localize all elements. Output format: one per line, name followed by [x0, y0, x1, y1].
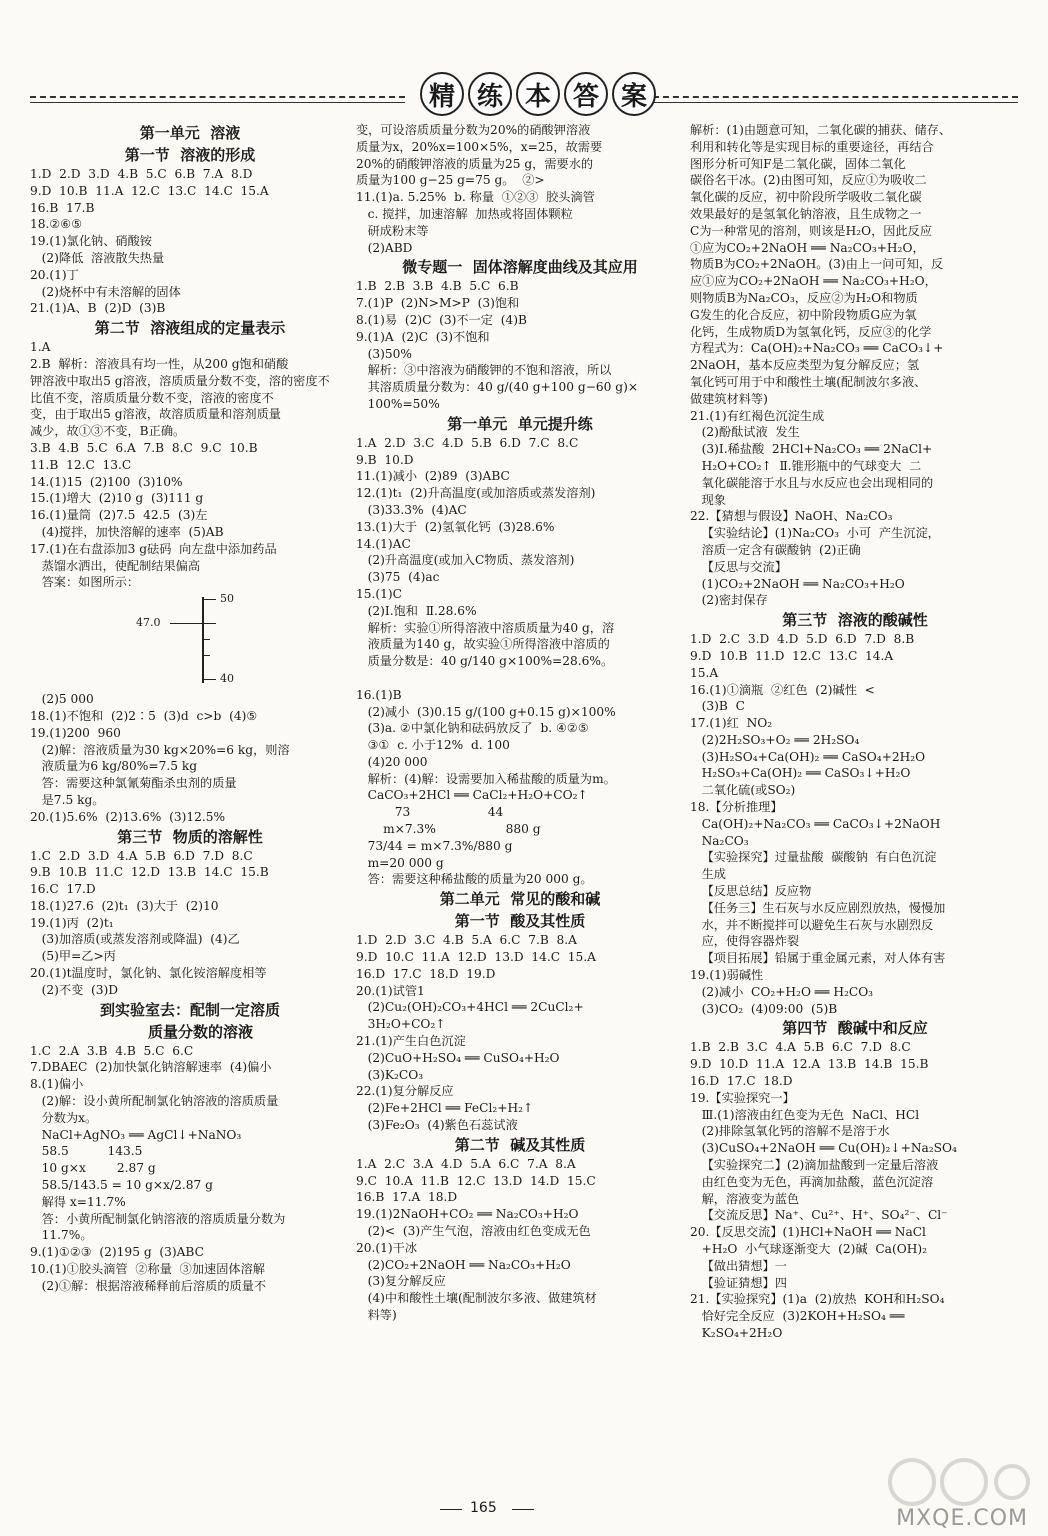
answer-line: m=20 000 g	[356, 855, 444, 870]
answer-line: C为一种常见的溶剂，则该是H₂O，因此反应	[690, 223, 933, 238]
answer-line: 氧化碳的反应，初中阶段所学吸收二氧化碳	[690, 190, 922, 205]
header-rule-left	[30, 96, 405, 98]
answer-line: 20.(1)丁	[30, 267, 79, 282]
answer-line: 变，由于取出5 g溶液，故溶质质量和溶剂质量	[30, 407, 281, 422]
scale-label-mark: 47.0	[136, 616, 161, 630]
answer-line: G发生的化合反应，初中阶段物质G应为氧	[690, 307, 917, 322]
answer-line: 16.C 17.D	[30, 882, 96, 897]
header-title-char: 案	[612, 72, 656, 116]
answer-line: 氧化碳能溶于水且与水反应也会出现相同的	[690, 475, 934, 490]
answer-line: 溶质一定含有碳酸钠 (2)正确	[690, 542, 861, 557]
answer-line: 18.(1)不饱和 (2)2∶5 (3)d c>b (4)⑤	[30, 708, 258, 723]
answer-line: (2)减小 (3)0.15 g/(100 g+0.15 g)×100%	[356, 704, 616, 719]
answer-line: (3)75 (4)ac	[356, 570, 440, 585]
answer-line: (2)升高温度(或加入C物质、蒸发溶剂)	[356, 553, 575, 568]
answer-line: (4)中和酸性土壤(配制波尔多液、做建筑材	[356, 1291, 597, 1306]
answer-line: 其溶质质量分数为：40 g/(40 g+100 g−60 g)×	[356, 380, 639, 395]
scale-tick	[202, 655, 210, 656]
answer-line: 19.(1)2NaOH+CO₂ ══ Na₂CO₃+H₂O	[356, 1207, 579, 1222]
answer-line: 方程式为：Ca(OH)₂+Na₂CO₃ ══ CaCO₃↓+	[690, 341, 944, 356]
answer-line: 21.【实验探究】(1)a (2)放热 KOH和H₂SO₄	[690, 1292, 945, 1307]
answer-line: 14.(1)AC	[356, 536, 411, 551]
section-heading: 第三节 物质的溶解性	[117, 827, 263, 846]
answer-line: 7.(1)P (2)N>M>P (3)饱和	[356, 296, 520, 311]
answer-line: 蒸馏水洒出，使配制结果偏高	[30, 558, 201, 573]
answer-line: 18.②⑥⑤	[30, 217, 83, 232]
answer-line: 22.【猜想与假设】NaOH、Na₂CO₃	[690, 509, 893, 524]
answer-line: 1.A 2.C 3.A 4.D 5.A 6.C 7.A 8.A	[356, 1156, 576, 1171]
answer-line: 73 44	[356, 805, 504, 820]
section-heading: 第四节 酸碱中和反应	[782, 1019, 928, 1038]
answer-line: 质量分数是：40 g/140 g×100%=28.6%。	[356, 654, 614, 669]
answer-line: 做建筑材料等)	[690, 391, 768, 406]
answer-line: 生成	[690, 867, 726, 882]
answer-line: 质量为100 g−25 g=75 g。 ②>	[356, 173, 545, 188]
answer-line: 11.B 12.C 13.C	[30, 457, 132, 472]
answer-line: 16.(1)①滴瓶 ②红色 (2)碱性 <	[690, 682, 875, 697]
answer-line: 解析：(1)由题意可知，二氧化碳的捕获、储存、	[690, 123, 952, 137]
answer-line: 解析：(4)解：设需要加入稀盐酸的质量为m。	[356, 771, 616, 786]
answer-line: (2)解：设小黄所配制氯化钠溶液的溶质质量	[30, 1094, 279, 1109]
answer-line: 73/44 = m×7.3%/880 g	[356, 838, 513, 853]
answer-line: 9.(1)①②③ (2)195 g (3)ABC	[30, 1245, 204, 1260]
scale-tick	[202, 679, 216, 680]
answer-line: (2)< (3)产生气泡，溶液由红色变成无色	[356, 1224, 591, 1239]
section-heading: 第一节 溶液的形成	[124, 146, 256, 164]
section-heading: 质量分数的溶液	[127, 1022, 253, 1041]
answer-line: (3)CuSO₄+2NaOH ══ Cu(OH)₂↓+Na₂SO₄	[690, 1141, 957, 1156]
section-heading: 到实验室去：配制一定溶质	[99, 1000, 280, 1019]
answer-line: Ⅲ.(1)溶液由红色变为无色 NaCl、HCl	[690, 1107, 920, 1122]
header-title	[420, 72, 656, 116]
answer-line: 15.(1)C	[356, 586, 402, 601]
answer-line: 16.D 17.C 18.D 19.D	[356, 966, 496, 981]
answer-line: (3)a. ②中氯化钠和砝码放反了 b. ④②⑤	[356, 721, 589, 736]
answer-line: (2)解：溶液质量为30 kg×20%=6 kg，则溶	[30, 742, 290, 757]
answer-line: 9.D 10.C 11.A 12.D 13.D 14.C 15.A	[356, 950, 596, 965]
answer-line: 应①应为CO₂+2NaOH ══ Na₂CO₃+H₂O，	[690, 274, 937, 289]
graduated-cylinder-figure	[30, 593, 350, 689]
section-heading: 第一节 酸及其性质	[454, 912, 586, 931]
cylinder-scale-line	[202, 597, 204, 683]
answer-line: (1)CO₂+2NaOH ══ Na₂CO₃+H₂O	[690, 576, 905, 591]
answer-line: (2)CO₂+2NaOH ══ Na₂CO₃+H₂O	[356, 1257, 571, 1272]
answer-line: (5)甲=乙>丙	[30, 949, 116, 964]
answer-line: 20%的硝酸钾溶液的质量为25 g，需要水的	[356, 156, 594, 171]
answer-line: 22.(1)复分解反应	[356, 1084, 454, 1099]
answer-line: 8.(1)偏小	[30, 1077, 84, 1092]
answer-line: K₂SO₄+2H₂O	[690, 1325, 783, 1340]
answer-line: 质量为x，20%x=100×5%，x=25，故需要	[356, 139, 603, 154]
answer-line: 12.(1)t₁ (2)升高温度(或加溶质或蒸发溶剂)	[356, 486, 596, 501]
answer-line: 解，溶液变为蓝色	[690, 1191, 800, 1206]
answer-line: (2)不变 (3)D	[30, 982, 119, 997]
answer-line: +H₂O 小气球逐渐变大 (2)碱 Ca(OH)₂	[690, 1242, 927, 1256]
answer-line: (2)降低 溶液散失热量	[30, 250, 165, 265]
answer-line: 则物质B为Na₂CO₃，反应②为H₂O和物质	[690, 290, 918, 305]
answer-line: (3)CO₂ (4)09:00 (5)B	[690, 1001, 838, 1016]
header-title-char: 练	[468, 72, 512, 116]
answer-line: (2)烧杯中有未溶解的固体	[30, 284, 181, 299]
answer-line: 碳俗名干冰。(2)由图可知，反应①为吸收二	[690, 173, 927, 188]
answer-column-left	[30, 122, 350, 1295]
answer-line: 【交流反思】Na⁺、Cu²⁺、H⁺、SO₄²⁻、Cl⁻	[690, 1208, 948, 1223]
section-heading: 第二单元 常见的酸和碱	[439, 890, 601, 909]
answer-line: 1.C 2.A 3.B 4.B 5.C 6.C	[30, 1043, 194, 1058]
answer-line: 9.B 10.B 11.C 12.D 13.B 14.C 15.B	[30, 865, 269, 880]
answer-line: 16.(1)B	[356, 687, 402, 702]
answer-line: 1.D 2.C 3.D 4.D 5.D 6.D 7.D 8.B	[690, 632, 915, 647]
answer-line: 氧化钙可用于中和酸性土壤(配制波尔多液、	[690, 374, 927, 389]
scale-label-bottom: 40	[220, 672, 234, 686]
answer-line: (2)①解：根据溶液稀释前后溶质的质量不	[30, 1278, 267, 1293]
header-rule-right	[643, 96, 1018, 98]
answer-line: 19.(1)弱碱性	[690, 968, 764, 983]
answer-line: (2)酚酞试液 发生	[690, 425, 800, 440]
answer-line: 【反思与交流】	[690, 559, 787, 574]
answer-line: 3H₂O+CO₂↑	[356, 1017, 446, 1032]
answer-line: 液质量为6 kg/80%=7.5 kg	[30, 759, 198, 774]
answer-line: 16.B 17.A 18.D	[356, 1190, 458, 1205]
answer-column-right	[690, 122, 1020, 1342]
scale-tick	[202, 639, 210, 640]
answer-line: 3.B 4.B 5.C 6.A 7.B 8.C 9.C 10.B	[30, 440, 258, 455]
answer-line: 料等)	[356, 1308, 397, 1322]
answer-line: (2)5 000	[30, 692, 94, 707]
answer-line: 20.(1)试管1	[356, 983, 425, 998]
answer-line: 20.【反思交流】(1)HCl+NaOH ══ NaCl	[690, 1225, 926, 1240]
answer-line: 答：小黄所配制氯化钠溶液的溶质质量分数为	[30, 1211, 286, 1226]
scale-label-top: 50	[220, 592, 234, 606]
header-title-char: 本	[516, 72, 560, 116]
answer-line: 分数为x。	[30, 1110, 98, 1125]
answer-line: ①应为CO₂+2NaOH ══ Na₂CO₃+H₂O，	[690, 240, 925, 255]
header-rule-left-thin	[30, 102, 405, 103]
answer-line: 效果最好的是氢氧化钠溶液，且生成物之一	[690, 206, 922, 221]
answer-line: 9.D 10.D 11.A 12.A 13.B 14.B 15.B	[690, 1057, 929, 1072]
section-heading: 第一单元 溶液	[139, 124, 241, 142]
answer-line: 7.DBAEC (2)加快氯化钠溶解速率 (4)偏小	[30, 1060, 272, 1075]
answer-line: c. 搅拌，加速溶解 加热或将固体颗粒	[356, 206, 573, 221]
watermark-text: MXQE.COM	[896, 1506, 1028, 1531]
answer-line: 20.(1)5.6% (2)13.6% (3)12.5%	[30, 809, 226, 824]
answer-line: 由红色变为无色，再滴加盐酸，蓝色沉淀溶	[690, 1174, 934, 1189]
answer-line: CaCO₃+2HCl ══ CaCl₂+H₂O+CO₂↑	[356, 788, 588, 803]
answer-line: 19.(1)丙 (2)t₁	[30, 915, 114, 930]
answer-line: 9.B 10.D	[356, 452, 414, 467]
answer-line: 现象	[690, 492, 726, 507]
answer-line: m×7.3% 880 g	[356, 822, 541, 837]
answer-line: 13.(1)大于 (2)氢氧化钙 (3)28.6%	[356, 519, 555, 534]
answer-line: 二氧化硫(或SO₂)	[690, 783, 796, 798]
answer-line: 19.【实验探究一】	[690, 1090, 795, 1105]
answer-line: (2)Ⅰ.饱和 Ⅱ.28.6%	[356, 603, 477, 618]
answer-line: 比值不变，溶质质量分数不变，溶液的密度不	[30, 390, 274, 405]
answer-line: (3)50%	[356, 346, 412, 361]
answer-line: (3)加溶质(或蒸发溶剂或降温) (4)乙	[30, 932, 240, 947]
answer-line: 恰好完全反应 (3)2KOH+H₂SO₄ ══	[690, 1309, 905, 1324]
answer-line: 减少，故①③不变，B正确。	[30, 424, 186, 439]
liquid-level-line	[170, 623, 216, 624]
header-title-char: 精	[420, 72, 464, 116]
section-heading: 第三节 溶液的酸碱性	[782, 611, 928, 630]
answer-line: (3)Ⅰ.稀盐酸 2HCl+Na₂CO₃ ══ 2NaCl+	[690, 442, 933, 457]
answer-line: 9.D 10.B 11.A 12.C 13.C 14.C 15.A	[30, 183, 269, 198]
answer-line: (3)H₂SO₄+Ca(OH)₂ ══ CaSO₄+2H₂O	[690, 749, 926, 764]
answer-line: 【做出猜想】一	[690, 1258, 787, 1273]
answer-line: 1.A	[30, 340, 51, 355]
answer-line: 11.7%。	[30, 1228, 93, 1243]
answer-line: 9.(1)A (2)C (3)不饱和	[356, 329, 490, 344]
answer-line: 18.【分析推理】	[690, 800, 783, 815]
answer-line: (2)Fe+2HCl ══ FeCl₂+H₂↑	[356, 1101, 534, 1116]
answer-line: (3)复分解反应	[356, 1274, 446, 1289]
answer-line: 19.(1)氯化钠、硝酸铵	[30, 234, 152, 249]
section-heading: 第二节 碱及其性质	[454, 1135, 586, 1154]
answer-line: (4)20 000	[356, 754, 428, 769]
answer-line: 解析：③中溶液为硝酸钾的不饱和溶液，所以	[356, 363, 612, 378]
answer-line: 【任务三】生石灰与水反应剧烈放热，慢慢加	[690, 900, 946, 915]
footer-dash-left	[440, 1509, 462, 1510]
answer-line: ③① c. 小于12% d. 100	[356, 738, 510, 753]
answer-line: 8.(1)易 (2)C (3)不一定 (4)B	[356, 312, 527, 327]
answer-line: (3)33.3% (4)AC	[356, 502, 467, 517]
answer-line: 2.B 解析：溶液具有均一性，从200 g饱和硝酸	[30, 356, 289, 371]
answer-line: 【项目拓展】铅属于重金属元素，对人体有害	[690, 951, 946, 966]
answer-line: (2)排除氢氧化钙的溶解不是溶于水	[690, 1124, 890, 1139]
answer-line: 10.(1)①胶头滴管 ②称量 ③加速固体溶解	[30, 1262, 265, 1277]
answer-line: 1.D 2.D 3.D 4.B 5.C 6.B 7.A 8.D	[30, 167, 253, 181]
answer-line: 58.5 143.5	[30, 1144, 143, 1159]
answer-line: 2NaOH，基本反应类型为复分解反应；氢	[690, 358, 920, 373]
footer-dash-right	[512, 1509, 534, 1510]
answer-line: 解得 x=11.7%	[30, 1194, 126, 1209]
answer-line: 21.(1)产生白色沉淀	[356, 1034, 466, 1049]
section-heading: 微专题一 固体溶解度曲线及其应用	[402, 258, 638, 277]
answer-line	[356, 670, 684, 687]
answer-line: 答：需要这种氯氰菊酯杀虫剂的质量	[30, 776, 237, 791]
answer-line: (2)Cu₂(OH)₂CO₃+4HCl ══ 2CuCl₂+	[356, 1000, 584, 1015]
answer-line: Na₂CO₃	[690, 833, 749, 848]
answer-line: (2)2H₂SO₃+O₂ ══ 2H₂SO₄	[690, 732, 860, 747]
answer-line: 14.(1)15 (2)100 (3)10%	[30, 474, 183, 489]
answer-line: 1.A 2.D 3.C 4.D 5.B 6.D 7.C 8.C	[356, 435, 579, 450]
answer-line: 20.(1)干冰	[356, 1240, 418, 1255]
answer-line: 液质量为140 g，故实验①所得溶液中溶质的	[356, 637, 610, 652]
answer-line: Ca(OH)₂+Na₂CO₃ ══ CaCO₃↓+2NaOH	[690, 816, 941, 831]
answer-line: 19.(1)200 960	[30, 725, 121, 740]
answer-line: 17.(1)在右盘添加3 g砝码 向左盘中添加药品	[30, 541, 277, 556]
answer-line: 【实验探究二】(2)滴加盐酸到一定量后溶液	[690, 1158, 939, 1173]
answer-line: 利用和转化等是实现目标的重要途径，再结合	[690, 139, 934, 154]
answer-column-middle	[356, 122, 684, 1324]
answer-line: 物质B为CO₂+2NaOH。(3)由上一问可知，反	[690, 257, 944, 272]
answer-line: 21.(1)有红褐色沉淀生成	[690, 408, 825, 423]
answer-line: 10 g×x 2.87 g	[30, 1161, 156, 1176]
answer-line: 15.(1)增大 (2)10 g (3)111 g	[30, 491, 204, 506]
answer-line: 15.A	[690, 665, 719, 680]
answer-line: 9.D 10.B 11.D 12.C 13.C 14.A	[690, 648, 894, 663]
answer-line: 1.D 2.D 3.C 4.B 5.A 6.C 7.B 8.A	[356, 933, 577, 948]
answer-line: 【实验结论】(1)Na₂CO₃ 小可 产生沉淀，	[690, 526, 940, 541]
answer-line: 答：需要这种稀盐酸的质量为20 000 g。	[356, 872, 593, 887]
answer-line: H₂SO₃+Ca(OH)₂ ══ CaSO₃↓+H₂O	[690, 766, 911, 781]
answer-line: 20.(1)t温度时，氯化钠、氯化铵溶解度相等	[30, 966, 267, 981]
answer-line: 解析：实验①所得溶液中溶质质量为40 g，溶	[356, 620, 615, 635]
section-heading: 第一单元 单元提升练	[447, 414, 593, 433]
answer-line: (3)B C	[690, 699, 745, 714]
answer-line: 58.5/143.5 = 10 g×x/2.87 g	[30, 1178, 213, 1193]
answer-line: 16.(1)量筒 (2)7.5 42.5 (3)左	[30, 508, 208, 523]
answer-line: 答案：如图所示：	[30, 575, 140, 590]
page-number: 165	[470, 1500, 497, 1516]
answer-line: 18.(1)27.6 (2)t₁ (3)大于 (2)10	[30, 898, 219, 913]
answer-line: NaCl+AgNO₃ ══ AgCl↓+NaNO₃	[30, 1127, 242, 1142]
answer-line: 100%=50%	[356, 396, 440, 411]
answer-line: 21.(1)A、B (2)D (3)B	[30, 301, 166, 316]
answer-line: (2)减小 CO₂+H₂O ══ H₂CO₃	[690, 984, 874, 999]
answer-line: 是7.5 kg。	[30, 792, 105, 807]
answer-line: (4)搅拌，加快溶解的速率 (5)AB	[30, 524, 224, 539]
answer-line: 16.D 17.C 18.D	[690, 1074, 793, 1089]
answer-line: 图形分析可知F是二氧化碳，固体二氧化	[690, 156, 906, 171]
answer-line: 17.(1)红 NO₂	[690, 716, 773, 731]
answer-line: H₂O+CO₂↑ Ⅱ.锥形瓶中的气球变大 二	[690, 458, 922, 473]
page-header	[30, 70, 1018, 130]
section-heading: 第二节 溶液组成的定量表示	[94, 319, 286, 338]
answer-line: 水，并不断搅拌可以避免生石灰与水剧烈反	[690, 917, 934, 932]
answer-line: 钾溶液中取出5 g溶液，溶质质量分数不变，溶的密度不	[30, 373, 330, 388]
answer-line: 【验证猜想】四	[690, 1275, 787, 1290]
answer-line: (2)ABD	[356, 240, 413, 255]
answer-line: 变，可设溶质质量分数为20%的硝酸钾溶液	[356, 123, 591, 137]
answer-line: 【实验探究】过量盐酸 碳酸钠 有白色沉淀	[690, 850, 937, 865]
answer-line: 1.B 2.B 3.B 4.B 5.C 6.B	[356, 279, 519, 294]
answer-line: (2)CuO+H₂SO₄ ══ CuSO₄+H₂O	[356, 1050, 560, 1065]
answer-line: 11.(1)a. 5.25% b. 称量 ①②③ 胶头滴管	[356, 190, 595, 205]
header-rule-right-thin	[643, 102, 1018, 103]
answer-line: 16.B 17.B	[30, 200, 95, 215]
answer-line: 9.C 10.A 11.B 12.C 13.D 14.D 15.C	[356, 1173, 596, 1188]
answer-line: 应，使得容器炸裂	[690, 934, 800, 949]
answer-line: 11.(1)减小 (2)89 (3)ABC	[356, 469, 510, 484]
answer-line: (2)密封保存	[690, 593, 768, 608]
answer-line: 1.C 2.D 3.D 4.A 5.B 6.D 7.D 8.C	[30, 848, 253, 863]
answer-line: 1.B 2.B 3.C 4.A 5.B 6.C 7.D 8.C	[690, 1040, 911, 1055]
answer-line: 【反思总结】反应物	[690, 884, 812, 899]
answer-line: (3)Fe₂O₃ (4)紫色石蕊试液	[356, 1118, 518, 1133]
scale-tick	[202, 599, 216, 600]
answer-line: (3)K₂CO₃	[356, 1067, 424, 1082]
header-title-char: 答	[564, 72, 608, 116]
answer-line: 研成粉末等	[356, 223, 429, 238]
answer-line: 化钙，生成物质D为氢氧化钙，反应③的化学	[690, 324, 932, 339]
